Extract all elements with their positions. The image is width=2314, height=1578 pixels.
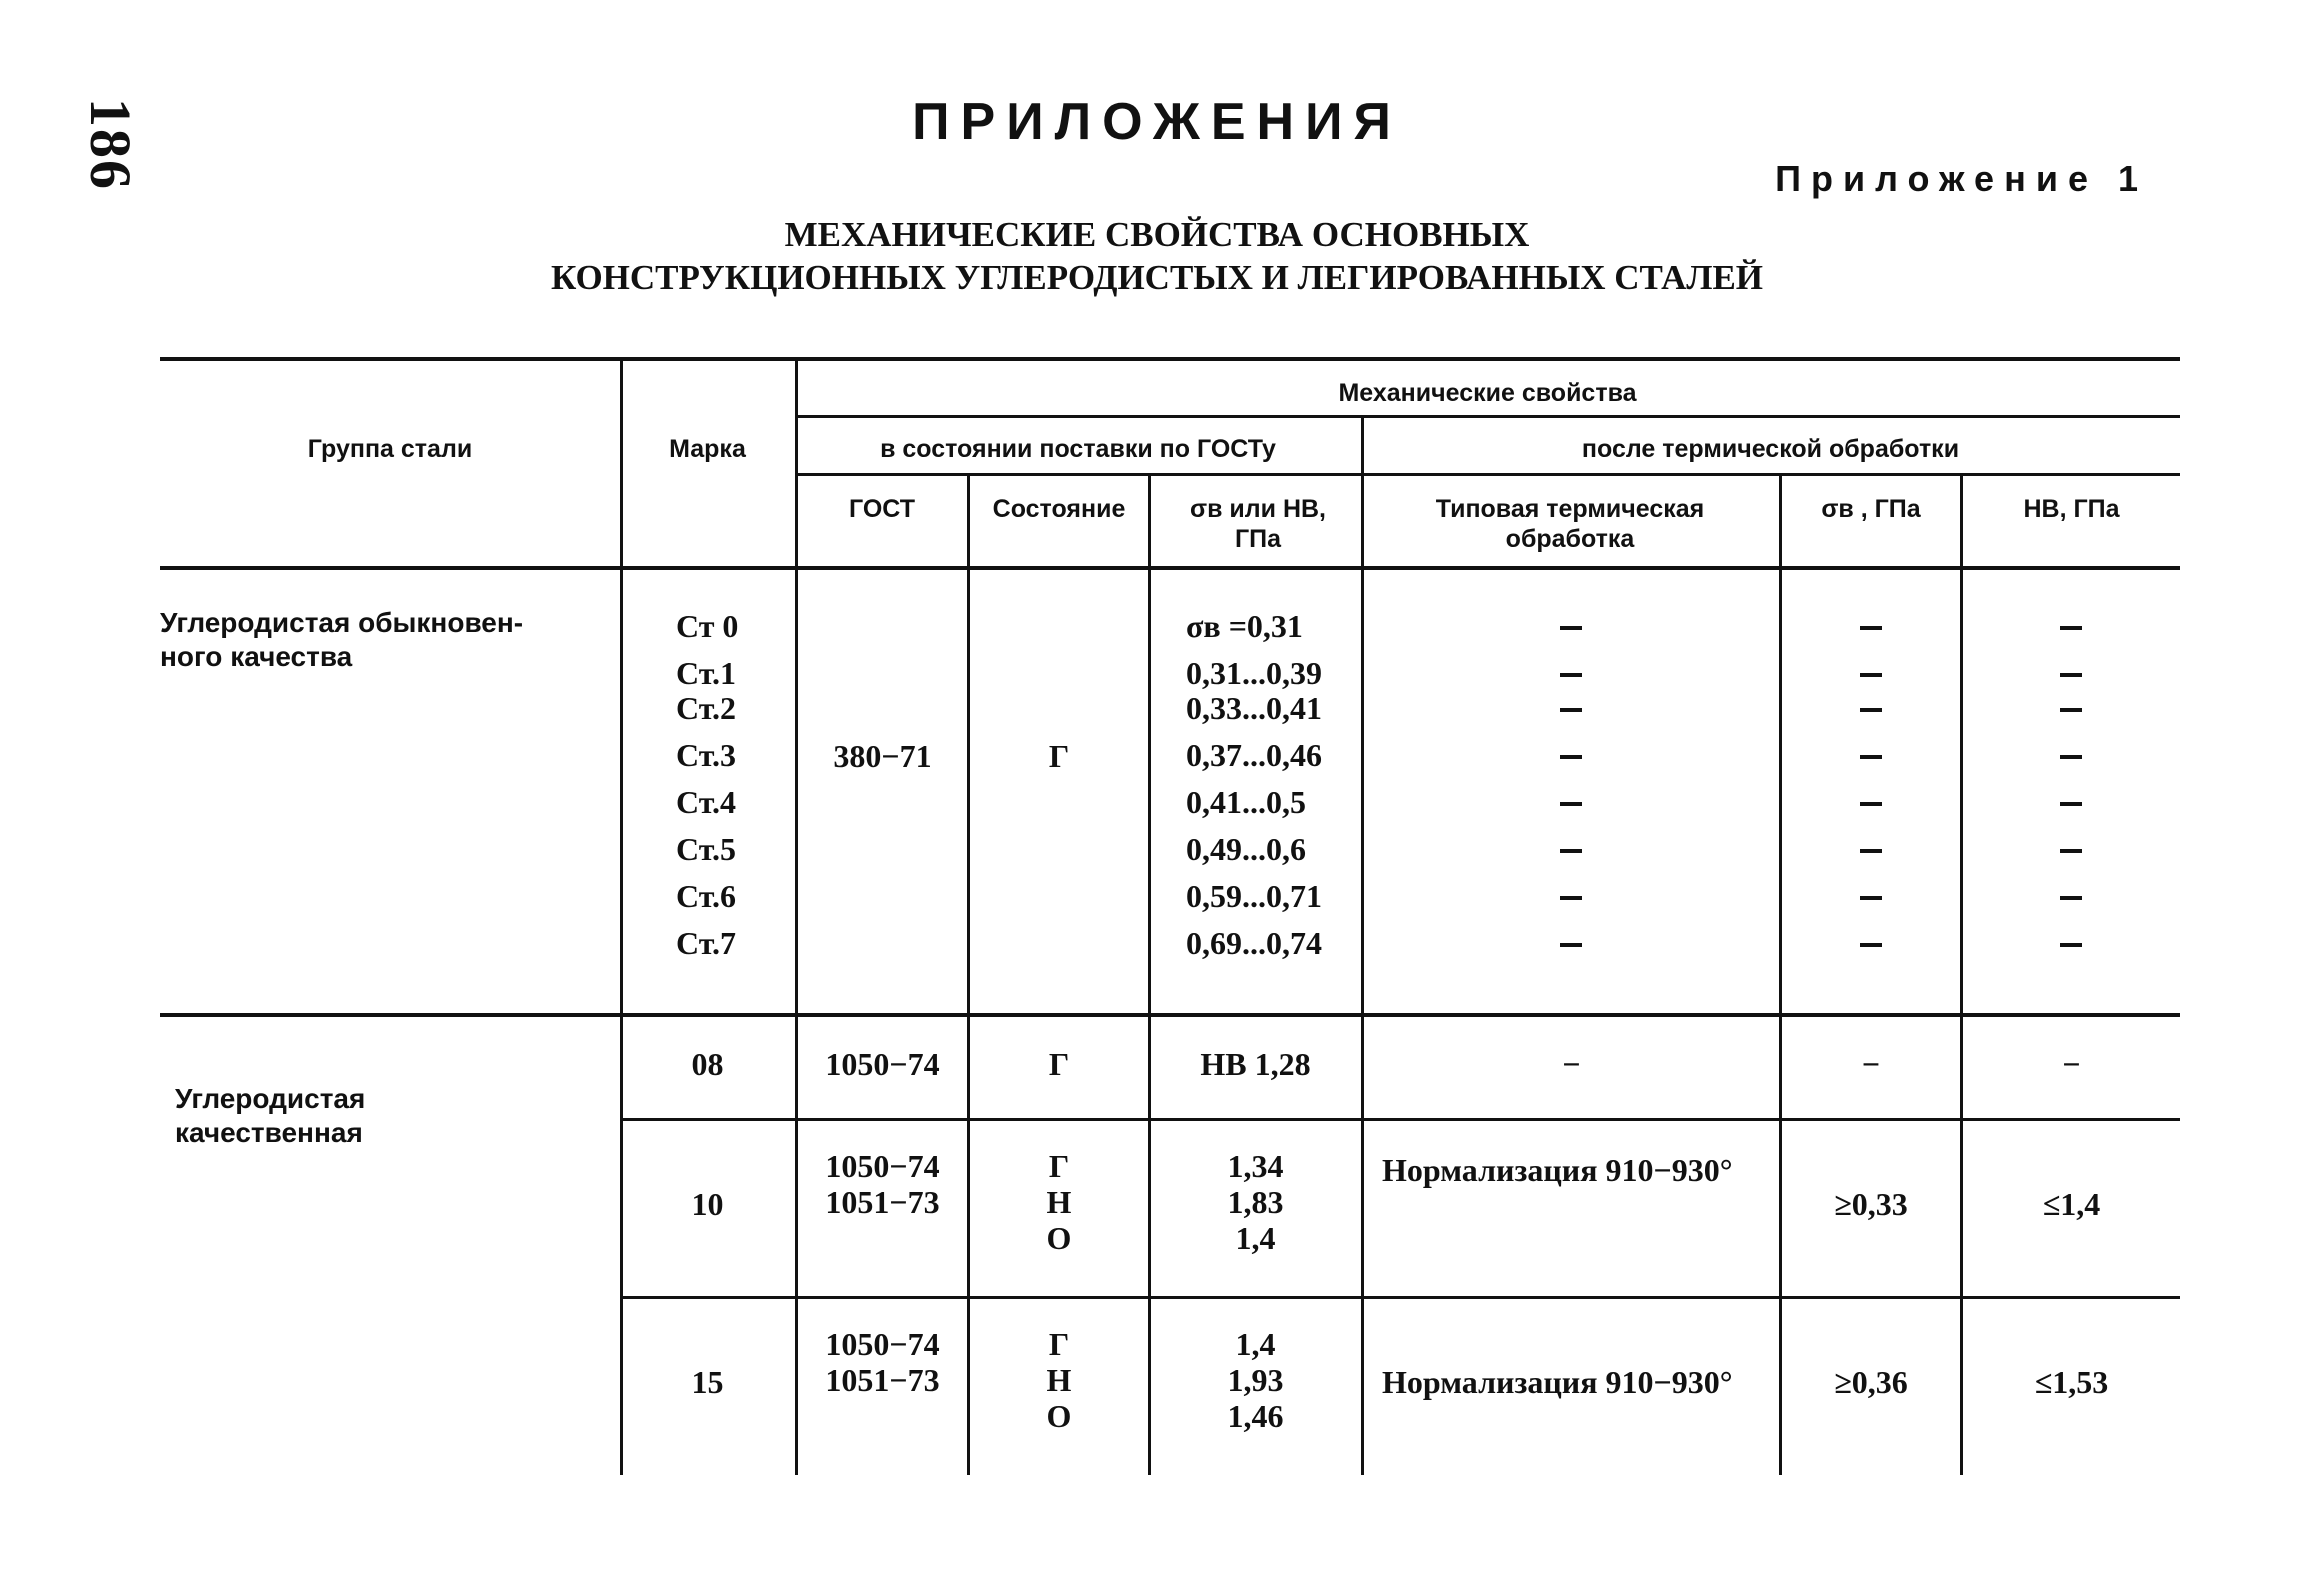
- row15-hb: ≤1,53: [2034, 1364, 2109, 1400]
- dash-treatment-6: [1560, 849, 1582, 853]
- group1-state: Г: [1048, 738, 1070, 774]
- dash-treatment-1: [1560, 626, 1582, 630]
- group1-grades: [676, 603, 796, 967]
- row10-state-g: Г: [1048, 1148, 1070, 1184]
- dash-hb-1: [2060, 626, 2082, 630]
- dash-sigma-7: [1860, 896, 1882, 900]
- header-sigma-hb: σв или НВ, ГПа: [1189, 495, 1327, 553]
- grade-st6: Ст.6: [676, 878, 736, 914]
- value-st6: 0,59...0,71: [1186, 878, 1322, 914]
- row15-state-o: О: [1046, 1398, 1072, 1434]
- dash-sigma-1: [1860, 626, 1882, 630]
- dash-treatment-5: [1560, 802, 1582, 806]
- group1-values: [1186, 603, 1361, 967]
- header-heat: после термической обработки: [1581, 435, 1960, 463]
- dash-hb-8: [2060, 943, 2082, 947]
- dash-hb-2: [2060, 673, 2082, 677]
- vline-sigma: [1779, 475, 1782, 1475]
- appendix-label: Приложение 1: [1775, 158, 2148, 199]
- table-title-line1: МЕХАНИЧЕСКИЕ СВОЙСТВА ОСНОВНЫХ: [784, 215, 1530, 254]
- row08-grade: 08: [691, 1046, 724, 1082]
- row15-gost2: 1051−73: [825, 1362, 940, 1398]
- rule-mech: [795, 415, 2180, 418]
- row10-hb: ≤1,4: [2042, 1186, 2101, 1222]
- section-title: ПРИЛОЖЕНИЯ: [912, 93, 1402, 151]
- grade-st0: Ст 0: [676, 608, 739, 644]
- row15-grade: 15: [691, 1364, 724, 1400]
- vline-state: [967, 475, 970, 1475]
- value-st4: 0,41...0,5: [1186, 784, 1306, 820]
- dash-sigma-2: [1860, 673, 1882, 677]
- dash-sigma-3: [1860, 708, 1882, 712]
- value-st0: σв =0,31: [1186, 608, 1303, 644]
- dash-hb-7: [2060, 896, 2082, 900]
- header-typical-treatment: Типовая термическая обработка: [1435, 495, 1705, 553]
- grade-st1: Ст.1: [676, 655, 736, 691]
- dash-hb-5: [2060, 802, 2082, 806]
- dash-hb-6: [2060, 849, 2082, 853]
- dash-treatment-4: [1560, 755, 1582, 759]
- row10-gost2: 1051−73: [825, 1184, 940, 1220]
- dash-hb-4: [2060, 755, 2082, 759]
- value-st2: 0,33...0,41: [1186, 690, 1322, 726]
- dash-hb-3: [2060, 708, 2082, 712]
- table-title-line2: КОНСТРУКЦИОННЫХ УГЛЕРОДИСТЫХ И ЛЕГИРОВАННЫХ СТАЛЕЙ: [550, 258, 1764, 297]
- dash-sigma-5: [1860, 802, 1882, 806]
- row10-grade: 10: [691, 1186, 724, 1222]
- group1-name-line2: ного качества: [160, 641, 353, 672]
- row08-value: НВ 1,28: [1200, 1046, 1311, 1082]
- header-sigma: σв , ГПа: [1821, 495, 1921, 523]
- page-number: 186: [78, 98, 143, 191]
- row15-value-1: 1,4: [1235, 1326, 1276, 1362]
- group2-name-line1: Углеродистая: [175, 1083, 366, 1114]
- grade-st4: Ст.4: [676, 784, 736, 820]
- row10-states: [970, 1148, 1148, 1256]
- dash-sigma-4: [1860, 755, 1882, 759]
- rule-row08-bottom: [620, 1118, 2180, 1121]
- value-st5: 0,49...0,6: [1186, 831, 1306, 867]
- row10-sigma: ≥0,33: [1834, 1186, 1908, 1222]
- grade-st5: Ст.5: [676, 831, 736, 867]
- row15-gost1: 1050−74: [825, 1326, 940, 1362]
- vline-grade: [620, 359, 623, 1475]
- group1-gost: 380−71: [833, 738, 932, 774]
- header-state: Состояние: [992, 495, 1126, 523]
- row08-state: Г: [1048, 1046, 1070, 1082]
- vline-sigma-hb: [1148, 475, 1151, 1475]
- row15-values: [1150, 1326, 1361, 1434]
- grade-st2: Ст.2: [676, 690, 736, 726]
- rule-top: [160, 357, 2180, 361]
- group2-name: [175, 1082, 365, 1150]
- group1-name-line1: Углеродистая обыкновен-: [160, 607, 524, 638]
- header-hb: НВ, ГПа: [2023, 495, 2120, 523]
- vline-heat: [1361, 417, 1364, 1475]
- value-st3: 0,37...0,46: [1186, 737, 1322, 773]
- value-st7: 0,69...0,74: [1186, 925, 1322, 961]
- header-group: Группа стали: [307, 435, 473, 463]
- grade-st3: Ст.3: [676, 737, 736, 773]
- rule-row10-bottom: [620, 1296, 2180, 1299]
- header-supply: в состоянии поставки по ГОСТу: [880, 435, 1276, 463]
- row15-state-n: Н: [1046, 1362, 1072, 1398]
- row10-value-3: 1,4: [1235, 1220, 1276, 1256]
- rule-sub: [795, 473, 2180, 476]
- row10-value-1: 1,34: [1227, 1148, 1284, 1184]
- header-gost: ГОСТ: [849, 495, 915, 523]
- header-mech: Механические свойства: [1338, 379, 1637, 407]
- row10-treatment: Нормализация 910−930°: [1382, 1152, 1733, 1188]
- rule-header-bottom: [160, 566, 2180, 570]
- dash-treatment-7: [1560, 896, 1582, 900]
- row15-value-2: 1,93: [1227, 1362, 1284, 1398]
- row10-gost1: 1050−74: [825, 1148, 940, 1184]
- value-st1: 0,31...0,39: [1186, 655, 1322, 691]
- grade-st7: Ст.7: [676, 925, 736, 961]
- group2-name-line2: качественная: [175, 1117, 363, 1148]
- row15-value-3: 1,46: [1227, 1398, 1284, 1434]
- row08-sigma: −: [1861, 1046, 1881, 1082]
- row15-sigma: ≥0,36: [1834, 1364, 1908, 1400]
- vline-hb: [1960, 475, 1963, 1475]
- row08-gost: 1050−74: [825, 1046, 940, 1082]
- header-grade: Марка: [669, 435, 746, 463]
- row08-treatment: −: [1562, 1046, 1581, 1082]
- row08-hb: −: [2062, 1046, 2081, 1082]
- row10-values: [1150, 1148, 1361, 1256]
- row10-value-2: 1,83: [1227, 1184, 1284, 1220]
- row15-states: [970, 1326, 1148, 1434]
- dash-treatment-2: [1560, 673, 1582, 677]
- rule-group1-bottom: [160, 1013, 2180, 1017]
- dash-treatment-3: [1560, 708, 1582, 712]
- dash-sigma-8: [1860, 943, 1882, 947]
- row15-state-g: Г: [1048, 1326, 1070, 1362]
- dash-sigma-6: [1860, 849, 1882, 853]
- group1-name: [160, 606, 523, 674]
- dash-treatment-8: [1560, 943, 1582, 947]
- row10-state-n: Н: [1046, 1184, 1072, 1220]
- row10-state-o: О: [1046, 1220, 1072, 1256]
- row15-treatment: Нормализация 910−930°: [1382, 1364, 1733, 1400]
